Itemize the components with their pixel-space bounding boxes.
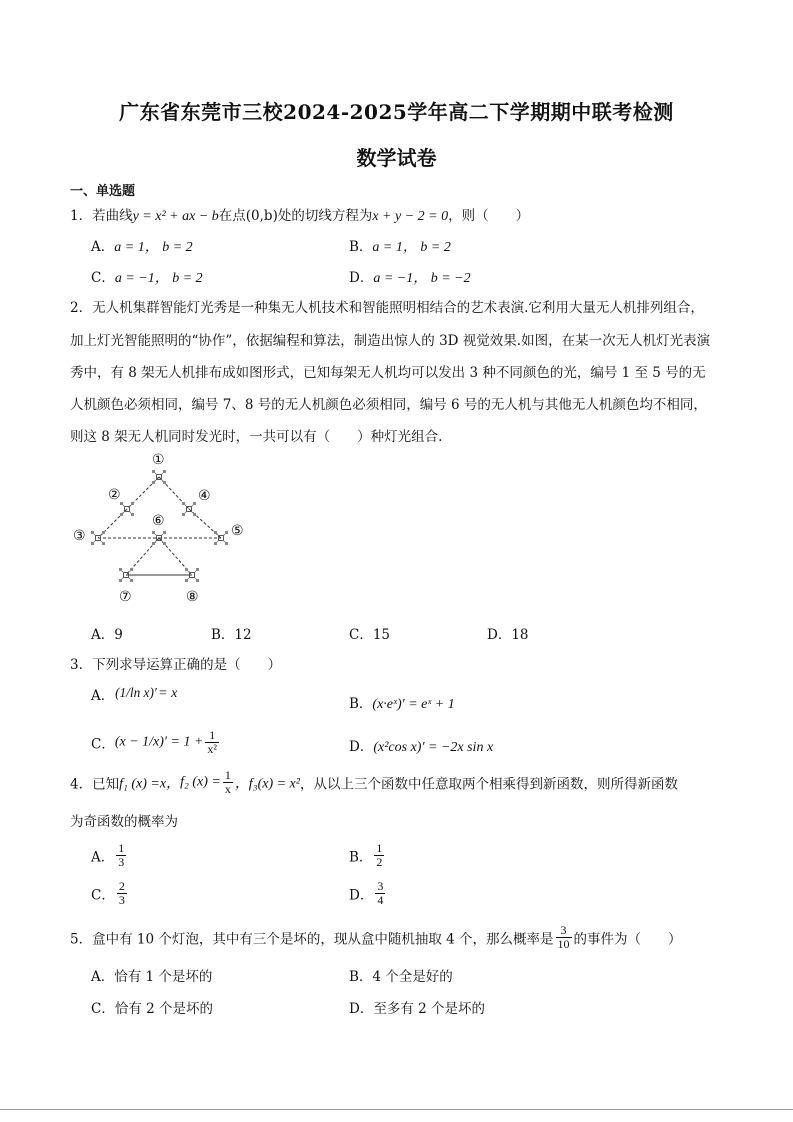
q1-mid-text: 在点(0,b)处的切线方程为 xyxy=(218,208,373,224)
page-bottom-divider xyxy=(0,1109,793,1110)
q3-option-c-left: (x − 1/x)′ = 1 + xyxy=(114,734,204,750)
q2-line-4: 人机颜色必须相同，编号 7、8 号的无人机颜色必须相同，编号 6 号的无人机与其他无人机颜色均不相同， xyxy=(70,397,707,413)
drone-formation-diagram xyxy=(70,448,270,610)
q3-option-b[interactable] xyxy=(349,692,455,713)
q1-option-b-math: a = 1， b = 2 xyxy=(372,240,451,255)
q4-option-b[interactable] xyxy=(349,842,386,869)
q3-option-a-left: (1/ln x)′ xyxy=(115,686,158,701)
q4-f2-fraction xyxy=(223,769,233,796)
q5-option-a[interactable]: A．恰有 1 个是坏的 xyxy=(91,969,213,985)
q1-option-b[interactable] xyxy=(349,235,451,256)
q2-option-b[interactable]: B．12 xyxy=(211,627,252,643)
q4-c-denominator: 3 xyxy=(118,893,125,908)
q1-suffix: ，则（ ） xyxy=(448,208,530,224)
q1-option-a-label: A． xyxy=(91,239,115,255)
q2-option-a[interactable]: A．9 xyxy=(91,627,123,643)
label-2: ② xyxy=(108,487,121,503)
q3-option-b-label: B． xyxy=(349,696,373,712)
q4-f2-prefix: f₂ (x) = xyxy=(180,774,221,790)
label-4: ④ xyxy=(198,488,211,504)
q3-option-d-math: (x²cos x)′ = −2x sin x xyxy=(373,740,494,755)
q1-option-c[interactable] xyxy=(91,266,203,287)
q1-option-a-math: a = 1， b = 2 xyxy=(114,240,193,255)
q5-option-b[interactable]: B．4 个全是好的 xyxy=(349,969,453,985)
q3-option-c-fraction xyxy=(205,729,219,756)
q1-option-d-label: D． xyxy=(349,270,374,286)
label-8: ⑧ xyxy=(186,589,199,605)
q1-tangent-equation: x + y − 2 = 0 xyxy=(372,209,449,224)
q4-option-c-fraction xyxy=(117,880,127,907)
q4-option-c-label: C． xyxy=(91,887,115,904)
q4-option-b-fraction xyxy=(374,842,384,869)
q2-line-3: 秀中，有 8 架无人机排布成如图形式，已知每架无人机均可以发出 3 种不同颜色的光，编号 1 至 5 号的无 xyxy=(70,365,706,381)
label-5: ⑤ xyxy=(231,523,244,539)
q3-option-d[interactable] xyxy=(349,735,493,756)
q4-d-numerator: 3 xyxy=(377,879,384,893)
q5-numerator: 3 xyxy=(556,924,572,938)
label-7: ⑦ xyxy=(119,589,132,605)
q3-c-numerator: 1 xyxy=(205,729,219,743)
q5-suffix: 的事件为（ ） xyxy=(573,931,682,948)
q5-probability-fraction xyxy=(556,924,572,951)
question-3-stem: 3．下列求导运算正确的是（ ） xyxy=(70,657,282,673)
q5-denominator: 10 xyxy=(557,937,570,952)
q3-option-c[interactable] xyxy=(91,729,221,756)
q4-c-numerator: 2 xyxy=(118,879,125,893)
q4-f2-denominator: x xyxy=(224,782,231,797)
question-4-stem xyxy=(70,769,678,796)
q4-option-a[interactable] xyxy=(91,842,128,869)
section-heading-single-choice: 一、单选题 xyxy=(70,184,136,199)
q4-b-denominator: 2 xyxy=(376,855,383,870)
q4-option-d-fraction xyxy=(375,880,385,907)
question-5-stem xyxy=(70,924,682,951)
q4-f1: f₁ (x) =x， xyxy=(119,776,181,792)
q4-option-d[interactable] xyxy=(349,880,387,907)
q5-option-c[interactable]: C．恰有 2 个是坏的 xyxy=(91,1001,214,1017)
document-title: 广东省东莞市三校2024-2025学年高二下学期期中联考检测 xyxy=(119,100,674,124)
q4-option-a-label: A． xyxy=(91,849,115,866)
q5-option-d[interactable]: D．至多有 2 个是坏的 xyxy=(349,1001,485,1017)
q1-option-d[interactable] xyxy=(349,266,471,287)
q3-option-a-label: A． xyxy=(91,688,115,704)
question-1-stem xyxy=(70,204,529,225)
q2-line-2: 加上灯光智能照明的“协作”，依据编程和算法，制造出惊人的 3D 视觉效果.如图，在某一次无人机灯光表演 xyxy=(70,333,711,349)
q3-option-d-label: D． xyxy=(349,739,374,755)
q4-option-b-label: B． xyxy=(349,849,373,866)
q4-option-d-label: D． xyxy=(349,887,374,904)
q4-line-2: 为奇函数的概率为 xyxy=(70,814,178,830)
q4-option-c[interactable] xyxy=(91,880,129,907)
q4-d-denominator: 4 xyxy=(377,893,384,908)
q3-c-denominator: x² xyxy=(207,742,217,757)
q4-f3: ，f₃(x) = x² xyxy=(234,776,300,792)
q2-option-d[interactable]: D．18 xyxy=(487,627,529,643)
q3-option-c-label: C． xyxy=(91,736,115,753)
q4-b-numerator: 1 xyxy=(376,841,383,855)
q1-option-c-label: C． xyxy=(91,270,115,286)
label-1: ① xyxy=(152,452,165,468)
q5-prefix: 5．盒中有 10 个灯泡，其中有三个是坏的，现从盒中随机抽取 4 个，那么概率是 xyxy=(70,931,554,948)
q1-curve-equation: y = x² + ax − b xyxy=(132,209,219,224)
q4-a-denominator: 3 xyxy=(118,855,125,870)
q4-option-a-fraction xyxy=(116,842,126,869)
q4-f2-numerator: 1 xyxy=(224,768,231,782)
label-6: ⑥ xyxy=(152,513,165,529)
q3-option-b-math: (x·eˣ)′ = eˣ + 1 xyxy=(372,697,455,712)
q1-option-a[interactable] xyxy=(91,235,193,256)
q2-line-1: 2．无人机集群智能灯光秀是一种集无人机技术和智能照明相结合的艺术表演.它利用大量无人机排列组合， xyxy=(70,300,704,316)
q2-line-5: 则这 8 架无人机同时发光时，一共可以有（ ）种灯光组合. xyxy=(70,429,443,445)
document-subtitle: 数学试卷 xyxy=(356,146,437,170)
q3-option-a[interactable] xyxy=(91,684,177,704)
q1-option-b-label: B． xyxy=(349,239,373,255)
q1-prefix: 1．若曲线 xyxy=(70,208,133,224)
q4-prefix: 4．已知 xyxy=(70,776,120,793)
q2-option-c[interactable]: C．15 xyxy=(349,627,391,643)
q4-a-numerator: 1 xyxy=(118,841,125,855)
label-3: ③ xyxy=(73,528,86,544)
q1-option-d-math: a = −1， b = −2 xyxy=(373,271,471,286)
q1-option-c-math: a = −1， b = 2 xyxy=(114,271,203,286)
q4-suffix: ，从以上三个函数中任意取两个相乘得到新函数，则所得新函数 xyxy=(299,776,678,793)
q3-option-a-right: = x xyxy=(158,686,178,701)
